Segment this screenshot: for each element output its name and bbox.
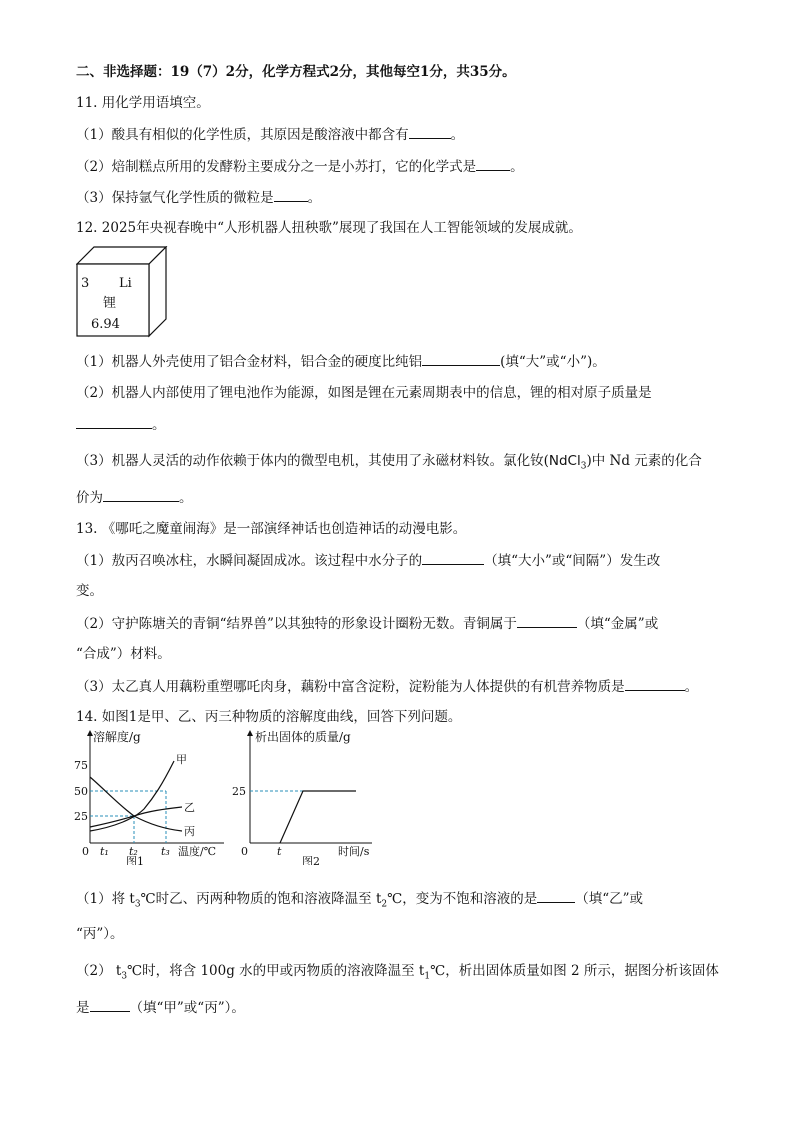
- q12-part1-blank[interactable]: [422, 352, 500, 366]
- q13-part2-blank[interactable]: [517, 614, 577, 628]
- fig2-mass-line: [280, 791, 356, 843]
- q14-part2-post: ℃，析出固体质量如图 2 所示，据图分析该固体: [430, 963, 719, 979]
- q11-part1: [76, 125, 464, 144]
- fig1-label-jia: 甲: [176, 753, 187, 766]
- q12-part3: [76, 452, 702, 476]
- fig2-ytick-25: 25: [232, 785, 246, 798]
- q12-part3c-end: 。: [179, 490, 193, 506]
- q14-part1-pre: （1）将 t: [76, 891, 135, 907]
- q12-formula: NdCl: [548, 453, 581, 469]
- q13-part2-text: （2）守护陈塘关的青铜“结界兽”以其独特的形象设计圈粉无数。青铜属于: [76, 616, 517, 632]
- q13-part2: [76, 614, 658, 633]
- q11-part1-end: 。: [450, 127, 465, 143]
- q13-part1-blank[interactable]: [422, 551, 484, 565]
- q11-part3: [76, 188, 321, 207]
- element-name: 锂: [103, 296, 117, 311]
- q13-part3-text: （3）太乙真人用藕粉重塑哪吒肉身，藕粉中富含淀粉，淀粉能为人体提供的有机营养物质是: [76, 679, 625, 695]
- fig1-ytick-25: 25: [74, 810, 88, 823]
- fig1-xtick-t1: t₁: [100, 845, 109, 858]
- q14-part1-post: ℃，变为不饱和溶液的是: [387, 891, 538, 907]
- q14-part2-sub1: 3: [121, 971, 128, 982]
- q13-part3-end: 。: [684, 679, 699, 695]
- q14-part2b-end: （填“甲”或“丙”）。: [129, 1000, 245, 1016]
- q11-part3-blank[interactable]: [274, 188, 308, 202]
- q13-part1: [76, 551, 660, 570]
- q11-part2-end: 。: [510, 159, 524, 175]
- q14-part1: [76, 889, 643, 914]
- q13-part1-end: （填“大小”或“间隔”）发生改: [484, 553, 661, 569]
- element-number: 3: [81, 276, 90, 291]
- q11-part2-blank[interactable]: [476, 157, 510, 171]
- fig2-caption: 图2: [302, 855, 320, 865]
- fig2-xlabel: 时间/s: [338, 845, 370, 858]
- fig1-curve-bing: [90, 777, 182, 831]
- q13-part1b: 变。: [76, 583, 103, 599]
- fig1-ytick-50: 50: [74, 785, 88, 798]
- q14-part1-blank[interactable]: [537, 889, 575, 903]
- q11-part1-blank[interactable]: [409, 125, 451, 139]
- q14-part1-sub2: 2: [381, 899, 388, 910]
- q14-part1-sub1: 3: [134, 899, 141, 910]
- fig1-label-yi: 乙: [184, 801, 195, 814]
- element-mass: 6.94: [91, 317, 120, 332]
- q14-part2-pre: （2） t: [76, 963, 122, 979]
- fig1-caption: 图1: [126, 855, 144, 865]
- fig1-ytick-75: 75: [74, 759, 88, 772]
- fig1-xtick-t3: t₃: [161, 845, 170, 858]
- fig2-origin: 0: [241, 845, 248, 858]
- q13-part3: [76, 677, 698, 696]
- fig1-label-bing: 丙: [184, 825, 195, 838]
- q14-part2b: [76, 998, 245, 1017]
- q14-part2-blank[interactable]: [90, 998, 130, 1012]
- q11-part3-end: 。: [307, 190, 322, 206]
- q11-part2-text: （2）焙制糕点所用的发酵粉主要成分之一是小苏打，它的化学式是: [76, 159, 477, 175]
- q12-part3c: [76, 488, 193, 507]
- q12-part1: [76, 352, 606, 371]
- fig1-xtick-t2: t₂: [129, 845, 138, 858]
- figure1-solubility-chart: [74, 727, 234, 865]
- q14-part2b-text: 是: [76, 1000, 90, 1016]
- q13-part2b: “合成”）材料。: [76, 646, 171, 662]
- q13-part1-text: （1）敖丙召唤冰柱，水瞬间凝固成冰。该过程中水分子的: [76, 553, 423, 569]
- q12-part3-text-b: )中 Nd 元素的化合: [586, 453, 702, 469]
- q12-formula-sub: 3: [580, 461, 587, 472]
- q14-part1-mid: ℃时乙、丙两种物质的饱和溶液降温至 t: [140, 891, 382, 907]
- fig2-ylabel: 析出固体的质量/g: [255, 730, 351, 744]
- q13-part2-end: （填“金属”或: [576, 616, 659, 632]
- q14-stem: 14. 如图1是甲、乙、丙三种物质的溶解度曲线，回答下列问题。: [76, 709, 462, 725]
- element-symbol: Li: [119, 276, 132, 291]
- q11-stem: 11. 用化学用语填空。: [76, 95, 210, 111]
- fig1-curve-jia: [90, 761, 174, 831]
- q11-part1-text: （1）酸具有相似的化学性质，其原因是酸溶液中都含有: [76, 127, 409, 143]
- q12-part1-text: （1）机器人外壳使用了铝合金材料，铝合金的硬度比纯铝: [76, 354, 423, 370]
- q14-part1-end: （填“乙”或: [575, 891, 644, 907]
- q14-part2-sub2: 1: [424, 971, 431, 982]
- q14-part1b: “丙”）。: [76, 926, 124, 942]
- q12-part3c-text: 价为: [76, 490, 103, 506]
- fig1-ylabel: 溶解度/g: [93, 730, 141, 744]
- fig1-xlabel: 温度/℃: [178, 845, 217, 858]
- q13-stem: 13. 《哪吒之魔童闹海》是一部演绎神话也创造神话的动漫电影。: [76, 521, 467, 537]
- lithium-element-cell: [76, 246, 168, 338]
- figure2-precipitate-chart: [232, 727, 382, 865]
- section-header: 二、非选择题：19（7）2分，化学方程式2分，其他每空1分，共35分。: [76, 64, 516, 80]
- fig2-xtick-t: t: [277, 845, 282, 858]
- q12-part2b: [76, 415, 166, 434]
- q12-part2-blank[interactable]: [76, 415, 152, 429]
- q14-part2-mid: ℃时，将含 100g 水的甲或丙物质的溶液降温至 t: [127, 963, 425, 979]
- q12-part3-text: （3）机器人灵活的动作依赖于体内的微型电机，其使用了永磁材料钕。氯化钕(: [76, 453, 549, 469]
- q12-part2-end: 。: [152, 417, 166, 433]
- q12-part2: （2）机器人内部使用了锂电池作为能源，如图是锂在元素周期表中的信息，锂的相对原子质量是: [76, 385, 652, 401]
- q11-part2: [76, 157, 524, 176]
- fig1-origin: 0: [82, 845, 89, 858]
- q12-stem: 12. 2025年央视春晚中“人形机器人扭秧歌”展现了我国在人工智能领域的发展成就。: [76, 220, 582, 236]
- q11-part3-text: （3）保持氩气化学性质的微粒是: [76, 190, 274, 206]
- q12-part3-blank[interactable]: [103, 488, 179, 502]
- q13-part3-blank[interactable]: [625, 677, 685, 691]
- q14-part2: [76, 962, 719, 986]
- q12-part1-end: (填“大”或“小”)。: [500, 354, 606, 370]
